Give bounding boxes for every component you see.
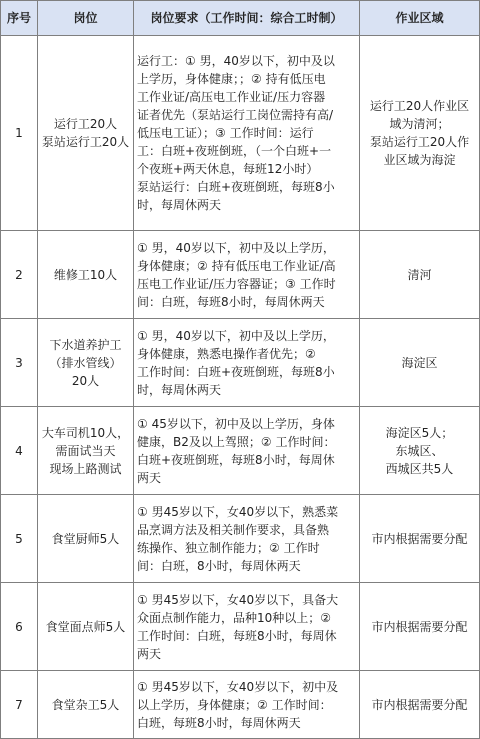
row-area: 市内根据需要分配 xyxy=(360,495,480,583)
row-requirement: ① 男45岁以下，女40岁以下，具备大 众面点制作能力，品种10种以上；② 工作时间：白班，每班8小时，每周休 两天 xyxy=(134,583,360,671)
row-requirement: ① 男45岁以下，女40岁以下，熟悉菜 品烹调方法及相关制作要求，具备熟 练操作、独立制作能力；② 工作时 间：白班，8小时，每周休两天 xyxy=(134,495,360,583)
row-area: 海淀区 xyxy=(360,319,480,407)
row-requirement: 运行工：① 男，40岁以下，初中及以 上学历，身体健康；；② 持有低压电 工作业证/高压电工作业证/压力容器 证者优先（泵站运行工岗位需持有高/ 低压电工证）；③ 工作时间：运行 工：白班+夜班倒班，（一个白班+一 个夜班+两天休息，每班12小时） 泵站运行：白班+夜班倒班，每班8小 时，每周休两天 xyxy=(134,36,360,231)
row-area: 清河 xyxy=(360,231,480,319)
row-position: 食堂面点师5人 xyxy=(38,583,134,671)
table-row xyxy=(1,495,480,583)
row-area: 市内根据需要分配 xyxy=(360,583,480,671)
row-position: 食堂厨师5人 xyxy=(38,495,134,583)
row-position: 运行工20人 泵站运行工20人 xyxy=(38,36,134,231)
header-number: 序号 xyxy=(1,1,38,36)
table-row xyxy=(1,319,480,407)
row-requirement: ① 男，40岁以下，初中及以上学历， 身体健康，熟悉电操作者优先；② 工作时间：白班+夜班倒班，每班8小 时，每周休两天 xyxy=(134,319,360,407)
row-requirement: ① 45岁以下，初中及以上学历，身体 健康，B2及以上驾照；② 工作时间： 白班+夜班倒班，每班8小时，每周休 两天 xyxy=(134,407,360,495)
row-number: 7 xyxy=(1,671,38,739)
row-number: 2 xyxy=(1,231,38,319)
table-row xyxy=(1,671,480,739)
row-position: 下水道养护工 （排水管线） 20人 xyxy=(38,319,134,407)
row-requirement: ① 男45岁以下，女40岁以下，初中及 以上学历，身体健康；② 工作时间： 白班，每班8小时，每周休两天 xyxy=(134,671,360,739)
row-position: 食堂杂工5人 xyxy=(38,671,134,739)
row-number: 3 xyxy=(1,319,38,407)
table-row xyxy=(1,36,480,231)
row-number: 1 xyxy=(1,36,38,231)
header-requirement: 岗位要求（工作时间：综合工时制） xyxy=(134,1,360,36)
row-area: 市内根据需要分配 xyxy=(360,671,480,739)
row-number: 6 xyxy=(1,583,38,671)
header-row xyxy=(1,1,480,36)
row-number: 5 xyxy=(1,495,38,583)
header-area: 作业区域 xyxy=(360,1,480,36)
row-area: 海淀区5人； 东城区、 西城区共5人 xyxy=(360,407,480,495)
table-row xyxy=(1,583,480,671)
table-row xyxy=(1,231,480,319)
row-position: 大车司机10人， 需面试当天 现场上路测试 xyxy=(38,407,134,495)
row-number: 4 xyxy=(1,407,38,495)
table-row xyxy=(1,407,480,495)
row-area: 运行工20人作业区 域为清河； 泵站运行工20人作 业区域为海淀 xyxy=(360,36,480,231)
row-position: 维修工10人 xyxy=(38,231,134,319)
row-requirement: ① 男，40岁以下，初中及以上学历， 身体健康；② 持有低压电工作业证/高 压电工作业证/压力容器证；③ 工作时 间：白班，每班8小时，每周休两天 xyxy=(134,231,360,319)
header-position: 岗位 xyxy=(38,1,134,36)
